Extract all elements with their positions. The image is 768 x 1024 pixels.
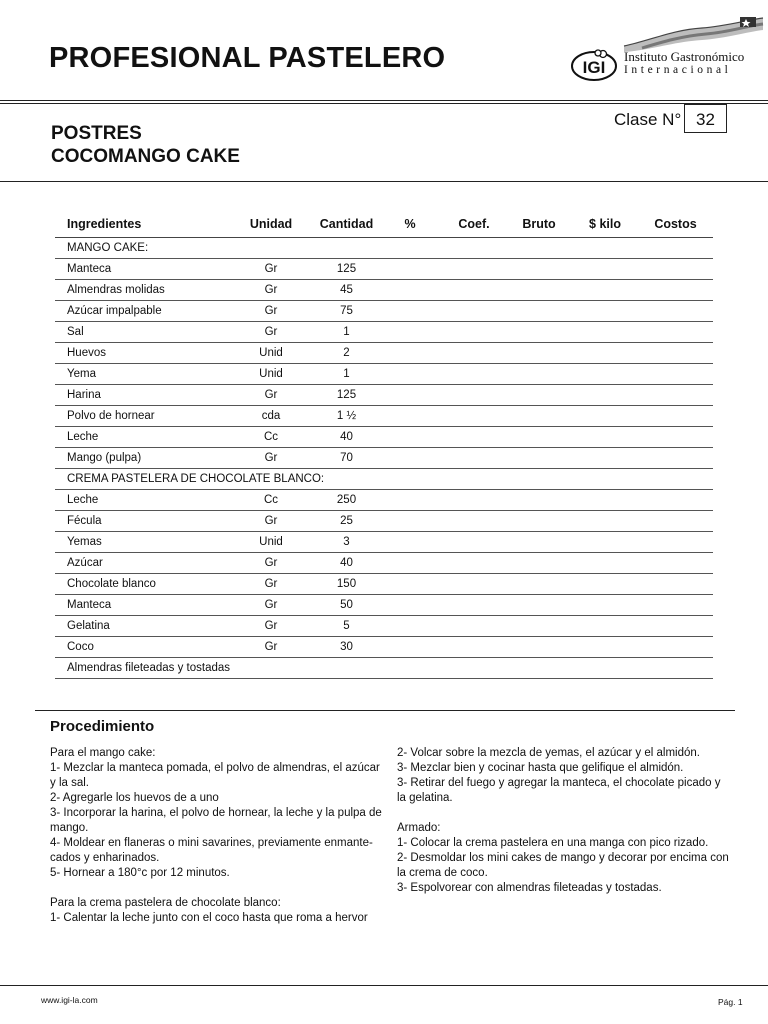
ingredient-cell: Yema [55,364,227,385]
ingredient-cell: Huevos [55,343,227,364]
price-kilo-cell [572,343,638,364]
quantity-cell: 1 ½ [315,406,378,427]
unit-cell: Unid [227,364,315,385]
price-kilo-cell [572,574,638,595]
page-number: Pág. 1 [718,997,743,1007]
unit-cell: Gr [227,259,315,280]
price-kilo-cell [572,259,638,280]
quantity-cell: 1 [315,322,378,343]
ingredients-body [55,238,713,679]
quantity-cell: 50 [315,595,378,616]
logo-name: Instituto Gastronómico [624,49,745,64]
percent-cell [378,322,442,343]
column-header-coef: Coef. [442,210,506,238]
coef-cell [442,490,506,511]
unit-cell: Gr [227,448,315,469]
ingredient-cell: Chocolate blanco [55,574,227,595]
quantity-cell: 2 [315,343,378,364]
ingredient-cell: Harina [55,385,227,406]
table-header-row [55,210,713,238]
bruto-cell [506,259,572,280]
cost-cell [638,532,713,553]
cost-cell [638,406,713,427]
column-header-cantidad: Cantidad [315,210,378,238]
procedure-step: 5- Hornear a 180°c por 12 minutos. [50,867,230,879]
unit-cell: Gr [227,553,315,574]
table-row [55,595,713,616]
quantity-cell: 1 [315,364,378,385]
bruto-cell [506,595,572,616]
ingredient-cell: Yemas [55,532,227,553]
quantity-cell: 5 [315,616,378,637]
ingredient-cell: Mango (pulpa) [55,448,227,469]
table-row [55,385,713,406]
percent-cell [378,301,442,322]
bruto-cell [506,301,572,322]
percent-cell [378,259,442,280]
ingredient-cell: Polvo de hornear [55,406,227,427]
price-kilo-cell [572,385,638,406]
percent-cell [378,406,442,427]
unit-cell: Gr [227,301,315,322]
coef-cell [442,322,506,343]
quantity-cell: 40 [315,427,378,448]
flags-band-icon [622,16,765,52]
price-kilo-cell [572,406,638,427]
quantity-cell: 3 [315,532,378,553]
footer-divider [0,985,768,986]
quantity-cell: 150 [315,574,378,595]
cost-cell [638,595,713,616]
bruto-cell [506,343,572,364]
table-row [55,301,713,322]
procedure-step: Para el mango cake: [50,747,156,759]
cost-cell [638,574,713,595]
table-row [55,616,713,637]
cost-cell [638,511,713,532]
header-divider [0,100,768,101]
cost-cell [638,553,713,574]
cost-cell [638,385,713,406]
unit-cell: Gr [227,322,315,343]
column-header-costos: Costos [638,210,713,238]
quantity-cell: 250 [315,490,378,511]
unit-cell: cda [227,406,315,427]
bruto-cell [506,280,572,301]
igi-logo [570,14,765,84]
ingredient-cell: Coco [55,637,227,658]
table-section-row [55,469,713,490]
table-row [55,364,713,385]
table-section-row [55,658,713,679]
price-kilo-cell [572,637,638,658]
bruto-cell [506,616,572,637]
table-row [55,511,713,532]
percent-cell [378,616,442,637]
recipe-name: COCOMANGO CAKE [51,146,240,167]
unit-cell: Gr [227,280,315,301]
coef-cell [442,406,506,427]
procedure-step: 2- Volcar sobre la mezcla de yemas, el azúcar y el almidón. [397,747,700,759]
coef-cell [442,616,506,637]
quantity-cell: 25 [315,511,378,532]
coef-cell [442,595,506,616]
bruto-cell [506,427,572,448]
unit-cell: Unid [227,532,315,553]
percent-cell [378,427,442,448]
coef-cell [442,301,506,322]
procedure-step: Para la crema pastelera de chocolate blanco: [50,897,281,909]
percent-cell [378,364,442,385]
percent-cell [378,280,442,301]
procedure-step: 1- Mezclar la manteca pomada, el polvo de almendras, el azúcar y la sal. [50,762,380,789]
bruto-cell [506,406,572,427]
percent-cell [378,595,442,616]
percent-cell [378,637,442,658]
svg-text:IGI: IGI [582,58,606,77]
price-kilo-cell [572,301,638,322]
logo-subtitle: Internacional [624,64,732,76]
table-row [55,574,713,595]
unit-cell: Cc [227,490,315,511]
price-kilo-cell [572,595,638,616]
price-kilo-cell [572,532,638,553]
procedure-step: 4- Moldear en flaneras o mini savarines, previamente enmante-cados y enharinados. [50,837,373,864]
price-kilo-cell [572,511,638,532]
table-row [55,343,713,364]
bruto-cell [506,511,572,532]
quantity-cell: 70 [315,448,378,469]
table-row [55,259,713,280]
unit-cell: Gr [227,574,315,595]
percent-cell [378,448,442,469]
price-kilo-cell [572,322,638,343]
procedure-step: Armado: [397,822,441,834]
procedure-column-left [50,746,385,926]
unit-cell: Unid [227,343,315,364]
coef-cell [442,427,506,448]
ingredient-cell: Azúcar [55,553,227,574]
coef-cell [442,532,506,553]
paragraph-gap [397,806,732,821]
ingredient-cell: Gelatina [55,616,227,637]
ingredients-table [55,210,713,679]
clase-number: 32 [684,104,727,133]
percent-cell [378,553,442,574]
table-row [55,427,713,448]
procedure-step: 1- Calentar la leche junto con el coco hasta que roma a hervor [50,912,368,924]
percent-cell [378,343,442,364]
quantity-cell: 45 [315,280,378,301]
table-row [55,322,713,343]
table-row [55,406,713,427]
ingredient-cell: Manteca [55,595,227,616]
column-header-bruto: Bruto [506,210,572,238]
coef-cell [442,385,506,406]
procedure-divider [35,710,735,711]
procedure-step: 3- Mezclar bien y cocinar hasta que gelifique el almidón. [397,762,684,774]
coef-cell [442,574,506,595]
ingredient-cell: Sal [55,322,227,343]
procedure-step: 2- Desmoldar los mini cakes de mango y decorar por encima con la crema de coco. [397,852,729,879]
ingredient-cell: Almendras molidas [55,280,227,301]
quantity-cell: 75 [315,301,378,322]
bruto-cell [506,637,572,658]
cost-cell [638,343,713,364]
ingredient-cell: Fécula [55,511,227,532]
percent-cell [378,532,442,553]
cost-cell [638,322,713,343]
price-kilo-cell [572,364,638,385]
quantity-cell: 125 [315,385,378,406]
document-title: PROFESIONAL PASTELERO [49,42,446,74]
paragraph-gap [50,881,385,896]
section-divider [0,181,768,182]
section-label-cell: Almendras fileteadas y tostadas [55,658,713,679]
procedure-column-right [397,746,732,896]
ingredient-cell: Leche [55,427,227,448]
procedure-step: 3- Incorporar la harina, el polvo de hornear, la leche y la pulpa de mango. [50,807,382,834]
table-row [55,280,713,301]
column-header-percent: % [378,210,442,238]
header-divider [0,103,768,104]
table-section-row [55,238,713,259]
percent-cell [378,511,442,532]
bruto-cell [506,490,572,511]
bruto-cell [506,553,572,574]
ingredient-cell: Manteca [55,259,227,280]
table-row [55,532,713,553]
coef-cell [442,448,506,469]
price-kilo-cell [572,553,638,574]
price-kilo-cell [572,616,638,637]
table-row [55,490,713,511]
coef-cell [442,553,506,574]
price-kilo-cell [572,280,638,301]
section-label-cell: CREMA PASTELERA DE CHOCOLATE BLANCO: [55,469,713,490]
percent-cell [378,385,442,406]
unit-cell: Gr [227,637,315,658]
unit-cell: Gr [227,385,315,406]
footer-url: www.igi-la.com [41,995,98,1005]
column-header-precio-kilo: $ kilo [572,210,638,238]
unit-cell: Gr [227,595,315,616]
quantity-cell: 125 [315,259,378,280]
price-kilo-cell [572,427,638,448]
clase-label: Clase N° [614,110,682,129]
quantity-cell: 30 [315,637,378,658]
cost-cell [638,427,713,448]
table-row [55,448,713,469]
price-kilo-cell [572,490,638,511]
quantity-cell: 40 [315,553,378,574]
ingredient-cell: Azúcar impalpable [55,301,227,322]
bruto-cell [506,364,572,385]
unit-cell: Gr [227,511,315,532]
cost-cell [638,637,713,658]
cost-cell [638,364,713,385]
coef-cell [442,511,506,532]
cost-cell [638,301,713,322]
coef-cell [442,343,506,364]
cost-cell [638,490,713,511]
coef-cell [442,259,506,280]
procedure-step: 3- Retirar del fuego y agregar la manteca, el chocolate picado y la gelatina. [397,777,721,804]
bruto-cell [506,574,572,595]
procedure-step: 3- Espolvorear con almendras fileteadas y tostadas. [397,882,662,894]
cost-cell [638,616,713,637]
table-row [55,553,713,574]
coef-cell [442,637,506,658]
bruto-cell [506,532,572,553]
igi-mark-icon [570,48,618,82]
procedure-heading: Procedimiento [50,718,155,735]
percent-cell [378,574,442,595]
ingredient-cell: Leche [55,490,227,511]
cost-cell [638,280,713,301]
section-title [51,122,240,168]
coef-cell [442,280,506,301]
price-kilo-cell [572,448,638,469]
bruto-cell [506,385,572,406]
section-category: POSTRES [51,123,142,144]
procedure-step: 1- Colocar la crema pastelera en una manga con pico rizado. [397,837,709,849]
section-label-cell: MANGO CAKE: [55,238,713,259]
procedure-step: 2- Agregarle los huevos de a uno [50,792,219,804]
percent-cell [378,490,442,511]
bruto-cell [506,448,572,469]
coef-cell [442,364,506,385]
column-header-ingredientes: Ingredientes [55,210,227,238]
cost-cell [638,448,713,469]
bruto-cell [506,322,572,343]
unit-cell: Cc [227,427,315,448]
column-header-unidad: Unidad [227,210,315,238]
cost-cell [638,259,713,280]
table-row [55,637,713,658]
unit-cell: Gr [227,616,315,637]
